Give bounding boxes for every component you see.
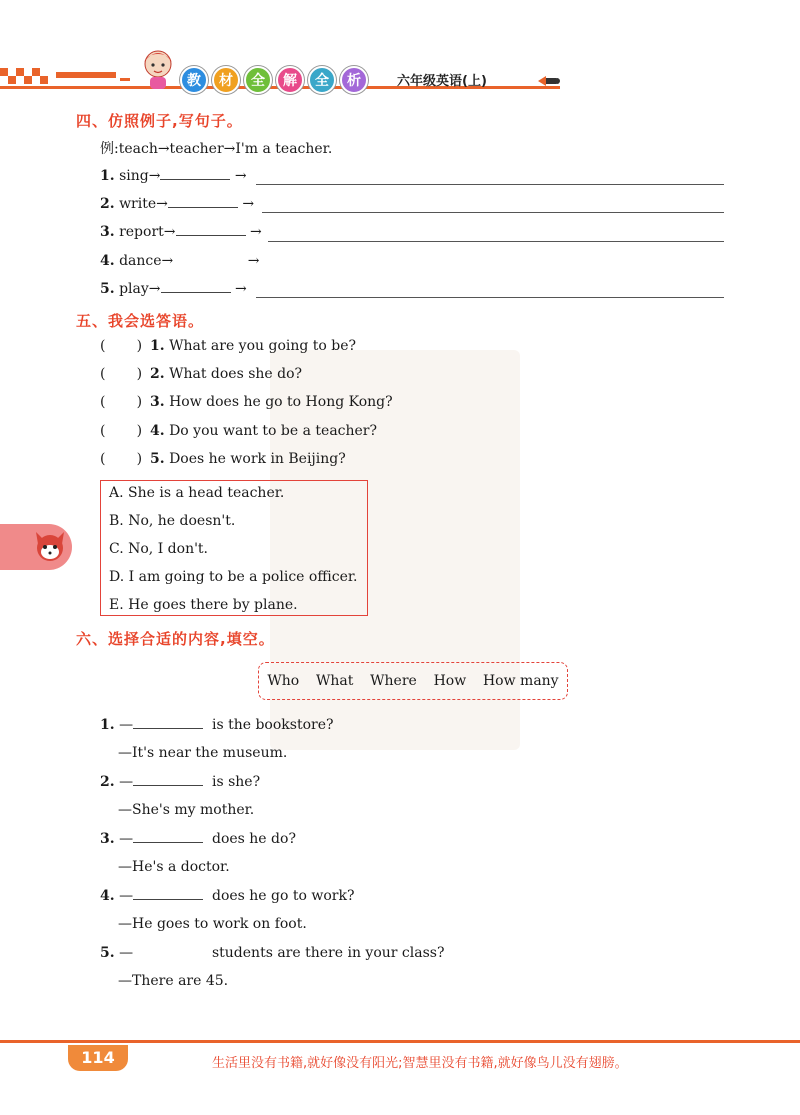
section-4-heading: 四、仿照例子,写句子。 [76, 112, 243, 130]
answer-blank[interactable] [133, 785, 203, 786]
question: 4. Do you want to be a teacher? [150, 423, 378, 439]
exercise-item: 5. play→ → [100, 281, 247, 297]
answer-line[interactable] [262, 212, 724, 213]
series-char: 析 [340, 66, 368, 94]
fill-question: 3. — does he do? [100, 831, 296, 847]
question: 2. What does she do? [150, 366, 303, 382]
answer-paren[interactable]: ( ) [100, 366, 143, 382]
series-char: 材 [212, 66, 240, 94]
grade-label: 六年级英语(上) [397, 74, 487, 89]
footer-motto: 生活里没有书籍,就好像没有阳光;智慧里没有书籍,就好像鸟儿没有翅膀。 [212, 1056, 628, 1071]
fill-answer: —There are 45. [118, 973, 229, 989]
answer-blank[interactable] [133, 899, 203, 900]
answer-option: E. He goes there by plane. [109, 597, 298, 613]
footer-rule [0, 1040, 800, 1043]
fill-question: 4. — does he go to work? [100, 888, 355, 904]
answer-paren[interactable]: ( ) [100, 338, 143, 354]
word-option: Who [267, 673, 300, 689]
exercise-item: 3. report→ → [100, 224, 262, 240]
answer-option: D. I am going to be a police officer. [109, 569, 358, 585]
fill-question: 2. — is she? [100, 774, 261, 790]
question: 5. Does he work in Beijing? [150, 451, 346, 467]
answer-line[interactable] [268, 241, 724, 242]
fill-answer: —It's near the museum. [118, 745, 288, 761]
fill-answer: —She's my mother. [118, 802, 255, 818]
series-char: 教 [180, 66, 208, 94]
answer-blank[interactable] [133, 728, 203, 729]
pencil-icon [538, 76, 560, 86]
series-char: 全 [244, 66, 272, 94]
section-5-heading: 五、我会选答语。 [76, 312, 205, 330]
series-char: 全 [308, 66, 336, 94]
answer-blank[interactable] [176, 235, 246, 236]
answer-line[interactable] [256, 184, 724, 185]
fill-answer: —He goes to work on foot. [118, 916, 307, 932]
word-option: How [433, 673, 467, 689]
answer-paren[interactable]: ( ) [100, 394, 143, 410]
exercise-item: 1. sing→ → [100, 168, 247, 184]
answer-option: B. No, he doesn't. [109, 513, 236, 529]
series-char: 解 [276, 66, 304, 94]
answer-options-box [100, 480, 368, 616]
series-title [180, 66, 368, 92]
answer-blank[interactable] [133, 842, 203, 843]
example-sentence: 例:teach→teacher→I'm a teacher. [100, 141, 333, 157]
fox-mascot-icon [32, 528, 68, 566]
answer-line[interactable] [256, 297, 724, 298]
section-6-heading: 六、选择合适的内容,填空。 [76, 630, 275, 648]
answer-option: C. No, I don't. [109, 541, 209, 557]
page-number: 114 [68, 1045, 128, 1071]
question: 1. What are you going to be? [150, 338, 357, 354]
fill-answer: —He's a doctor. [118, 859, 230, 875]
answer-option: A. She is a head teacher. [109, 485, 285, 501]
fill-question: 1. — is the bookstore? [100, 717, 334, 733]
answer-blank[interactable] [161, 292, 231, 293]
word-option: How many [482, 673, 559, 689]
fill-question: 5. — students are there in your class? [100, 945, 445, 961]
exercise-item: 2. write→ → [100, 196, 255, 212]
word-option: Where [370, 673, 417, 689]
word-option: What [315, 673, 354, 689]
answer-paren[interactable]: ( ) [100, 451, 143, 467]
answer-blank[interactable] [160, 179, 230, 180]
answer-blank[interactable] [168, 207, 238, 208]
checker-pattern-decoration [0, 68, 150, 84]
exercise-item: 4. dance→ → [100, 253, 260, 269]
girl-mascot-icon [138, 48, 178, 90]
word-bank-box [258, 662, 568, 700]
answer-paren[interactable]: ( ) [100, 423, 143, 439]
question: 3. How does he go to Hong Kong? [150, 394, 393, 410]
